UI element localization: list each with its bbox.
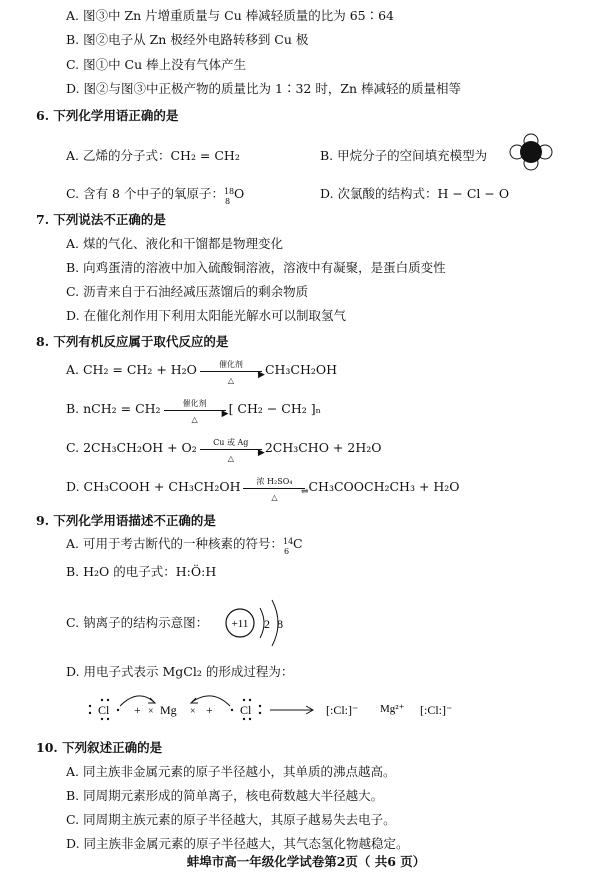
- mg-atom: Mg: [160, 703, 177, 717]
- answer-option: C. 沥青来自于石油经减压蒸馏后的剩余物质: [66, 284, 309, 299]
- cross-electron: ×: [190, 706, 196, 717]
- cl-atom-right: Cl: [240, 703, 252, 717]
- q8-option-d: D. CH₃COOH + CH₃CH₂OH 浓 H₂SO₄ ⇌ △ CH₃COOCH₂CH₃ + H₂O: [66, 476, 460, 502]
- reaction-arrow: 催化剂 ▶ △: [164, 402, 226, 418]
- q9-option-a: A. 可用于考古断代的一种核素的符号： 14 6 C: [66, 536, 303, 556]
- isotope-notation: 14 6: [282, 536, 294, 556]
- answer-option: A. 乙烯的分子式：CH₂ = CH₂: [66, 148, 240, 163]
- isotope-notation: 18 8: [223, 186, 235, 206]
- answer-option: A. 煤的气化、液化和干馏都是物理变化: [66, 236, 283, 251]
- answer-option: C. 图①中 Cu 棒上没有气体产生: [66, 57, 247, 72]
- q8-option-b: B. nCH₂ = CH₂ 催化剂 ▶ △ [ CH₂ − CH₂ ]ₙ: [66, 398, 322, 424]
- question-stem: 6. 下列化学用语正确的是: [36, 108, 179, 123]
- q6-option-c: C. 含有 8 个中子的氧原子： 18 8 O: [66, 186, 245, 206]
- answer-option: C. 钠离子的结构示意图：: [66, 615, 209, 630]
- answer-option: A. 图③中 Zn 片增重质量与 Cu 棒减轻质量的比为 65∶64: [66, 8, 395, 23]
- reaction-arrow: 催化剂 ▶ △: [200, 363, 262, 379]
- shell-2-electrons: 8: [277, 617, 283, 631]
- answer-option: B. H₂O 的电子式：H:Ö:H: [66, 564, 217, 579]
- answer-option: B. 图②电子从 Zn 极经外电路转移到 Cu 极: [66, 32, 309, 47]
- plus-sign: +: [134, 703, 141, 717]
- answer-option: B. 甲烷分子的空间填充模型为: [320, 148, 488, 163]
- question-stem: 9. 下列化学用语描述不正确的是: [36, 513, 216, 528]
- answer-option: B. 同周期元素形成的简单离子，核电荷数越大半径越大。: [66, 788, 384, 803]
- reaction-arrow: 浓 H₂SO₄ ⇌ △: [243, 480, 305, 496]
- q8-option-a: A. CH₂ = CH₂ + H₂O 催化剂 ▶ △ CH₃CH₂OH: [66, 359, 338, 385]
- cross-electron: ×: [148, 706, 154, 717]
- answer-option: D. 次氯酸的结构式：H − Cl − O: [320, 186, 510, 201]
- answer-option: A. 同主族非金属元素的原子半径越小，其单质的沸点越高。: [66, 764, 396, 779]
- question-stem: 10. 下列叙述正确的是: [36, 740, 163, 755]
- answer-option: D. 在催化剂作用下利用太阳能光解水可以制取氢气: [66, 308, 347, 323]
- chloride-ion-left: [:Cl:]⁻: [326, 703, 359, 717]
- answer-option: D. 同主族非金属元素的原子半径越大，其气态氢化物越稳定。: [66, 836, 409, 851]
- shell-1-electrons: 2: [264, 617, 270, 631]
- page-footer: 蚌埠市高一年级化学试卷第2页（ 共6 页）: [186, 854, 426, 869]
- methane-space-filling-model: [508, 132, 554, 172]
- reaction-arrow: Cu 或 Ag ▶ △: [200, 441, 262, 457]
- answer-option: D. 图②与图③中正极产物的质量比为 1∶32 时，Zn 棒减轻的质量相等: [66, 81, 462, 96]
- question-stem: 8. 下列有机反应属于取代反应的是: [36, 334, 229, 349]
- q8-option-c: C. 2CH₃CH₂OH + O₂ Cu 或 Ag ▶ △ 2CH₃CHO + 2H₂O: [66, 437, 382, 463]
- nucleus-charge: +11: [231, 618, 249, 630]
- chloride-ion-right: [:Cl:]⁻: [420, 703, 453, 717]
- sodium-ion-structure-diagram: [224, 592, 294, 654]
- plus-sign: +: [206, 703, 213, 717]
- cl-atom-left: Cl: [98, 703, 110, 717]
- answer-option: D. 用电子式表示 MgCl₂ 的形成过程为：: [66, 664, 294, 679]
- answer-option: B. 向鸡蛋清的溶液中加入硫酸铜溶液，溶液中有凝聚，是蛋白质变性: [66, 260, 446, 275]
- answer-option: C. 同周期主族元素的原子半径越大，其原子越易失去电子。: [66, 812, 396, 827]
- mgcl2-formation-diagram: [80, 686, 500, 726]
- magnesium-ion: Mg²⁺: [380, 703, 405, 715]
- question-stem: 7. 下列说法不正确的是: [36, 212, 166, 227]
